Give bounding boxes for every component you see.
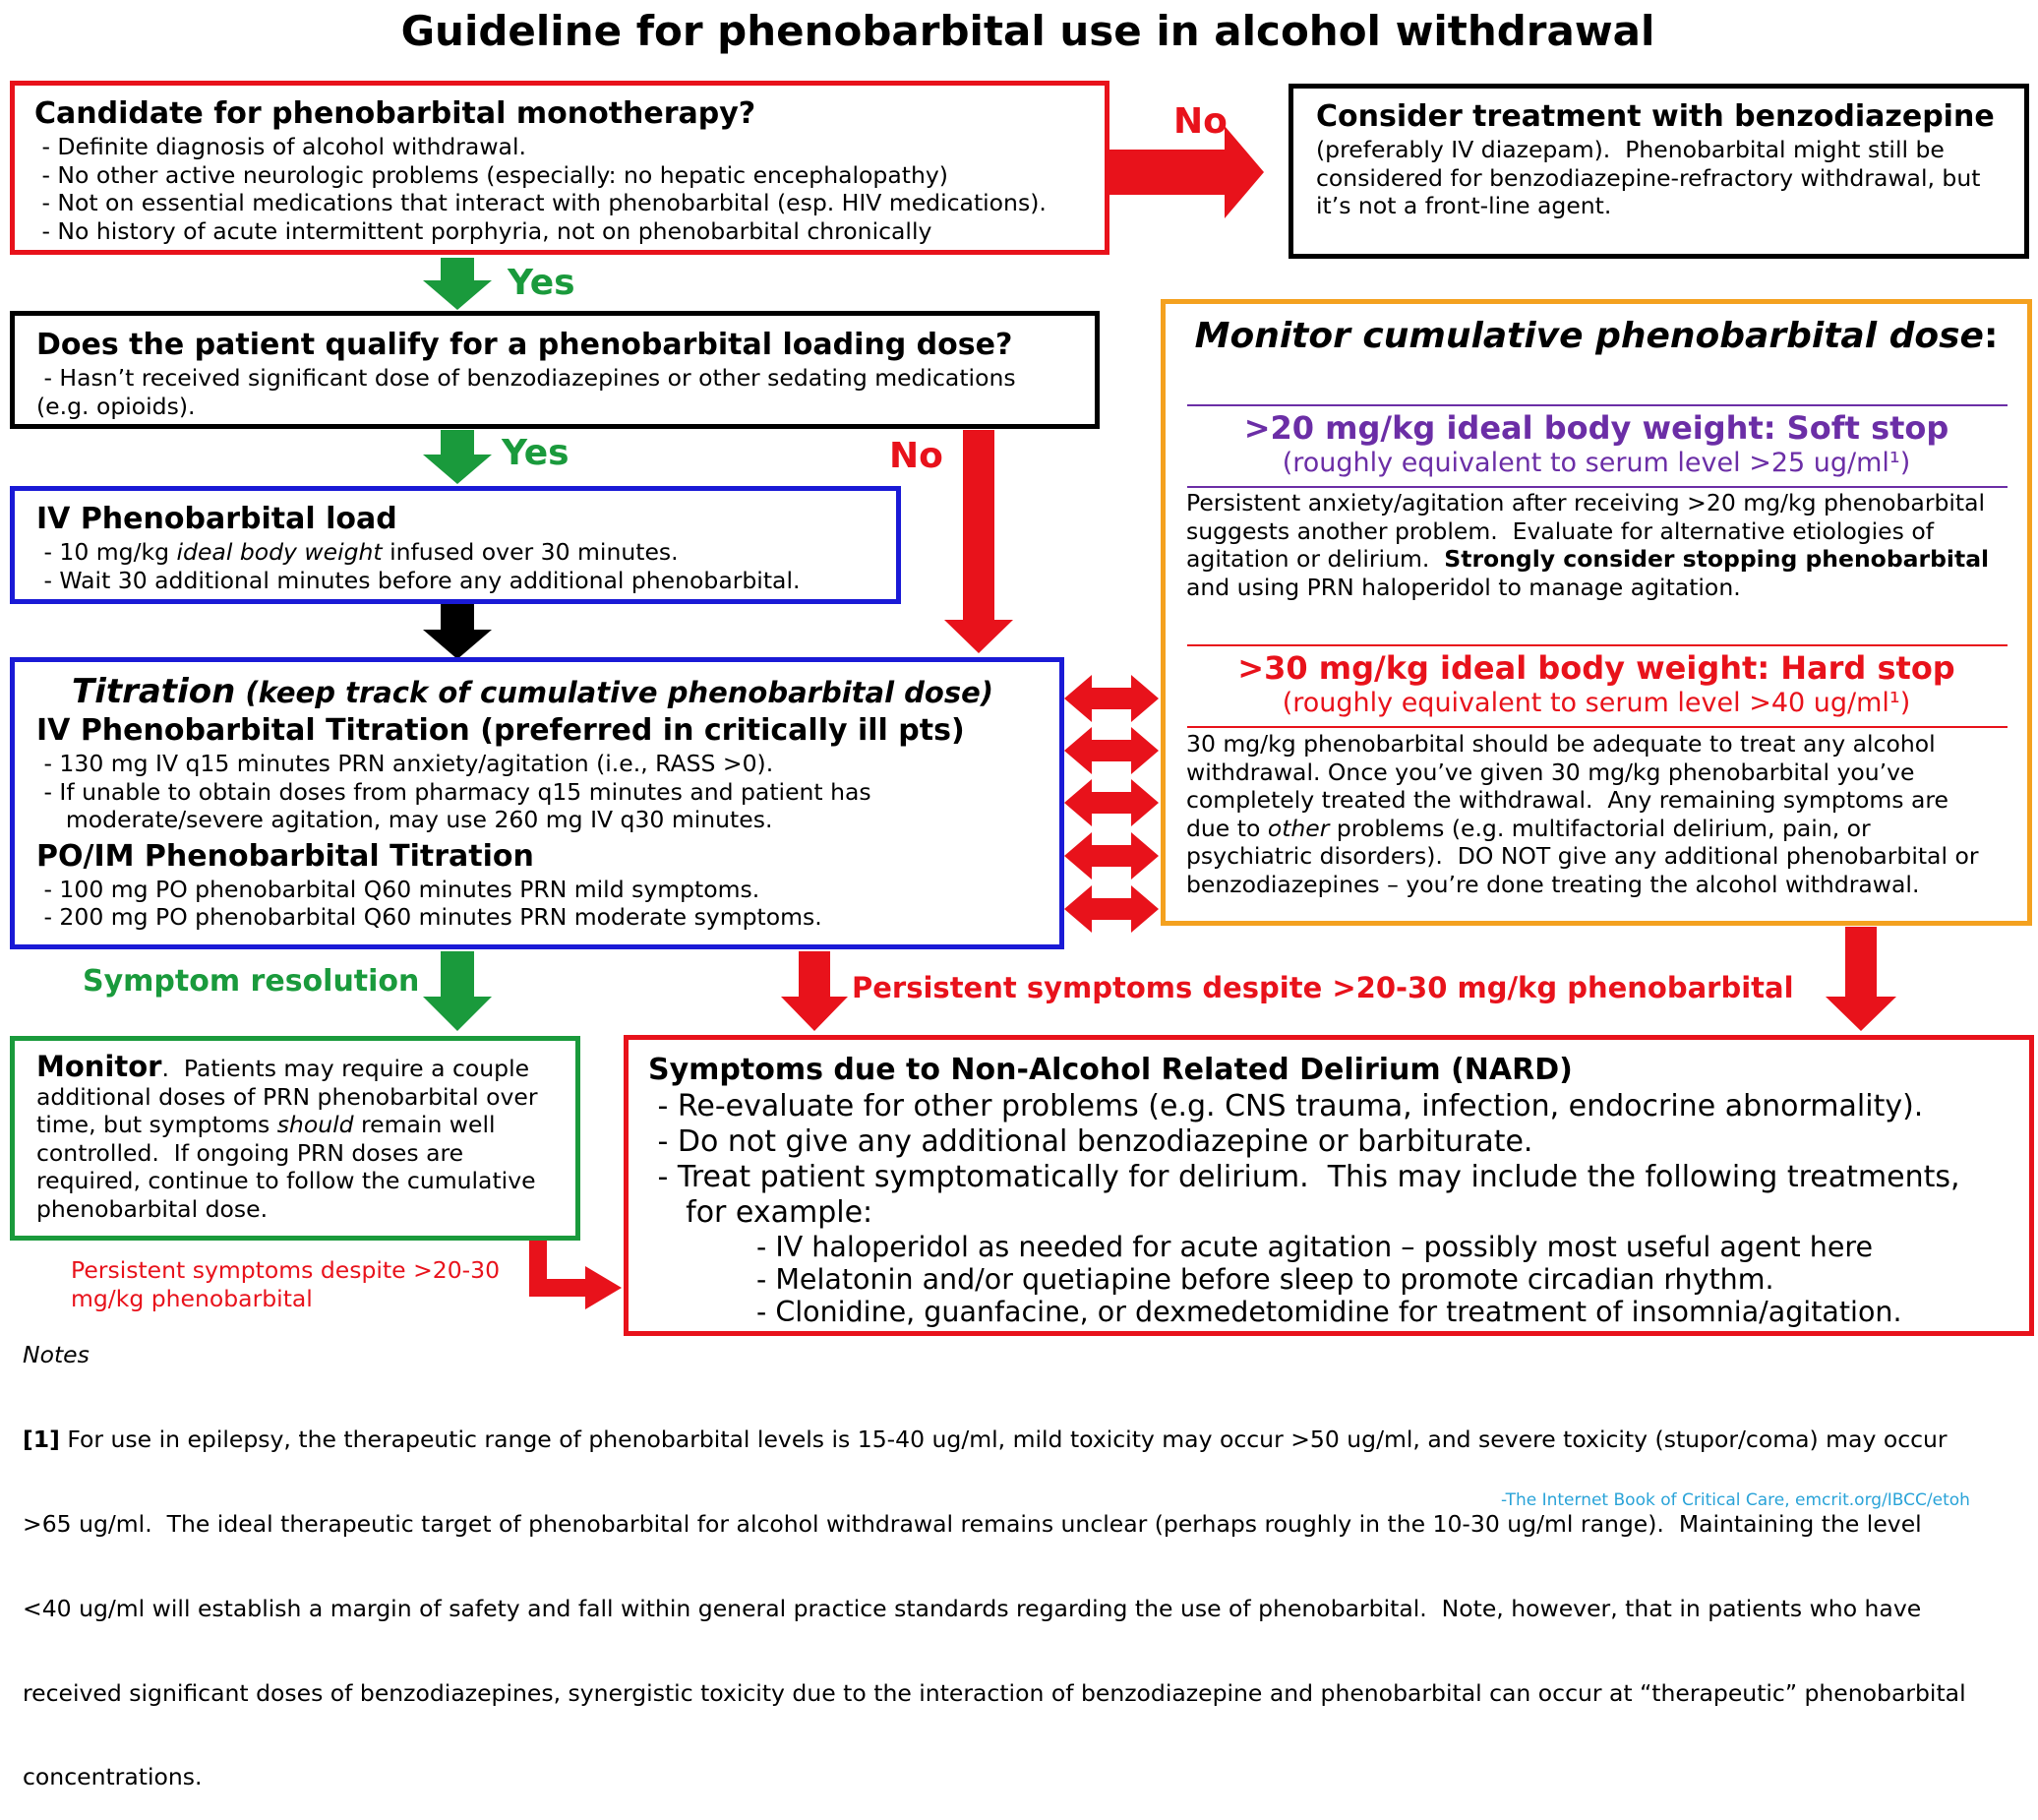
nard-line: - Treat patient symptomatically for delirium. This may include the following treatments, bbox=[648, 1160, 1960, 1194]
benzo-line: (preferably IV diazepam). Phenobarbital might still be bbox=[1316, 136, 1945, 163]
monitor-line: additional doses of PRN phenobarbital over bbox=[36, 1082, 538, 1111]
monitor-box bbox=[10, 1036, 580, 1241]
load-line: - 10 mg/kg ideal body weight infused over 30 minutes. bbox=[36, 538, 679, 566]
hard-stop-divider-2 bbox=[1187, 726, 2008, 728]
nard-box bbox=[624, 1035, 2034, 1336]
arrow-monitor-to-nard bbox=[529, 1240, 622, 1309]
nard-sub-line: - IV haloperidol as needed for acute agitation – possibly most useful agent here bbox=[756, 1231, 1874, 1263]
label-persistent-main: Persistent symptoms despite >20-30 mg/kg phenobarbital bbox=[852, 971, 1794, 1004]
nard-line: - Re-evaluate for other problems (e.g. CNS trauma, infection, endocrine abnormality). bbox=[648, 1089, 1924, 1123]
loading-line: (e.g. opioids). bbox=[36, 392, 196, 420]
monitor-line: required, continue to follow the cumulative bbox=[36, 1167, 536, 1194]
arrow-titration-to-nard bbox=[781, 951, 848, 1031]
iv-titration-line: moderate/severe agitation, may use 260 mg IV q30 minutes. bbox=[36, 806, 773, 833]
loading-heading: Does the patient qualify for a phenobarbital loading dose? bbox=[36, 328, 1013, 362]
candidate-item: - No history of acute intermittent porphyria, not on phenobarbital chronically bbox=[34, 216, 932, 245]
soft-stop-divider bbox=[1187, 404, 2008, 406]
hard-stop-subtitle: (roughly equivalent to serum level >40 ug/ml¹) bbox=[1282, 688, 1911, 718]
arrow-yes-to-loading bbox=[423, 258, 492, 310]
notes-text: [1] For use in epilepsy, the therapeutic range of phenobarbital levels is 15-40 ug/ml, mild toxicity may occur >50 ug/ml, and severe toxicity (stupor/coma) may occur >65 ug/ml. The ideal therapeutic target of phenobarbital for alcohol withdrawal remains unclear (perhaps roughly in the 10-30 ug/ml range). Maintaining the level <40 ug/ml will establish a margin of safety and fall within general practice standards regarding the use of phenobarbital. Note, however, that in patients who have received significant doses of benzodiazepines, synergistic toxicity due to the interaction of benzodiazepine and phenobarbital can occur at “therapeutic” phenobarbital concentrations. bbox=[23, 1426, 1966, 1791]
label-persistent-small: Persistent symptoms despite >20-30 mg/kg phenobarbital bbox=[71, 1256, 501, 1312]
soft-stop-subtitle: (roughly equivalent to serum level >25 ug/ml¹) bbox=[1282, 448, 1911, 478]
label-yes-1: Yes bbox=[508, 263, 575, 303]
iv-titration-line: - 130 mg IV q15 minutes PRN anxiety/agitation (i.e., RASS >0). bbox=[36, 750, 774, 777]
arrow-load-to-titration bbox=[423, 604, 492, 659]
hard-stop-title: >30 mg/kg ideal body weight: Hard stop bbox=[1237, 649, 1955, 687]
po-titration-line: - 100 mg PO phenobarbital Q60 minutes PRN mild symptoms. bbox=[36, 875, 760, 903]
monitor-dose-box bbox=[1161, 299, 2032, 926]
po-titration-line: - 200 mg PO phenobarbital Q60 minutes PRN moderate symptoms. bbox=[36, 903, 822, 931]
hard-stop-text: 30 mg/kg phenobarbital should be adequate to treat any alcohol withdrawal. Once you’ve given 30 mg/kg phenobarbital you’ve completely treated the withdrawal. Any remaining symptoms are due to other problems (e.g. multifactorial delirium, pain, or psychiatric disorders). DO NOT give any additional phenobarbital or benzodiazepines – you’re done treating the alcohol withdrawal. bbox=[1186, 730, 1979, 898]
titration-heading: Titration (keep track of cumulative phenobarbital dose) bbox=[72, 672, 994, 711]
monitor-line: controlled. If ongoing PRN doses are bbox=[36, 1138, 464, 1167]
hard-stop-divider bbox=[1187, 644, 2008, 646]
nard-sub-line: - Clonidine, guanfacine, or dexmedetomidine for treatment of insomnia/agitation. bbox=[756, 1296, 1902, 1328]
double-arrows bbox=[1064, 675, 1159, 933]
candidate-item: - Definite diagnosis of alcohol withdrawal. bbox=[34, 133, 526, 160]
arrow-dosebox-to-nard bbox=[1826, 927, 1896, 1031]
loading-dose-box bbox=[10, 311, 1100, 429]
candidate-item: - No other active neurologic problems (especially: no hepatic encephalopathy) bbox=[34, 160, 948, 189]
load-line: - Wait 30 additional minutes before any additional phenobarbital. bbox=[36, 566, 801, 594]
notes-label: Notes bbox=[23, 1341, 90, 1368]
benzodiazepine-box bbox=[1289, 84, 2029, 259]
candidate-heading: Candidate for phenobarbital monotherapy? bbox=[34, 96, 756, 131]
arrow-no-to-titration bbox=[944, 430, 1013, 653]
monitor-line: time, but symptoms should remain well bbox=[36, 1111, 496, 1138]
arrow-yes-to-load bbox=[423, 430, 492, 484]
benzo-line: considered for benzodiazepine-refractory withdrawal, but bbox=[1316, 163, 1981, 192]
benzo-line: it’s not a front-line agent. bbox=[1316, 192, 1612, 219]
nard-line: - Do not give any additional benzodiazepine or barbiturate. bbox=[648, 1124, 1533, 1159]
load-heading: IV Phenobarbital load bbox=[36, 502, 397, 536]
credit-link[interactable]: -The Internet Book of Critical Care, emcrit.org/IBCC/etoh bbox=[1501, 1490, 1970, 1510]
iv-load-box bbox=[10, 486, 901, 604]
titration-box bbox=[10, 657, 1064, 949]
page-title: Guideline for phenobarbital use in alcohol withdrawal bbox=[400, 7, 1655, 55]
label-no-mid: No bbox=[889, 436, 943, 476]
iv-titration-line: - If unable to obtain doses from pharmacy q15 minutes and patient has bbox=[36, 777, 871, 806]
arrow-symptom-resolution bbox=[423, 951, 492, 1031]
nard-line: for example: bbox=[648, 1195, 873, 1230]
candidate-box bbox=[10, 81, 1109, 255]
candidate-item: - Not on essential medications that interact with phenobarbital (esp. HIV medications). bbox=[34, 189, 1047, 216]
soft-stop-text: Persistent anxiety/agitation after receiving >20 mg/kg phenobarbital suggests another problem. Evaluate for alternative etiologies of agitation or delirium. Strongly consider stopping phenobarbital and using PRN haloperidol to manage agitation. bbox=[1186, 489, 1990, 601]
po-titration-heading: PO/IM Phenobarbital Titration bbox=[36, 838, 534, 874]
loading-line: - Hasn’t received significant dose of benzodiazepines or other sedating medications bbox=[36, 364, 1016, 392]
label-yes-2: Yes bbox=[502, 433, 569, 473]
soft-stop-divider-2 bbox=[1187, 486, 2008, 488]
soft-stop-title: >20 mg/kg ideal body weight: Soft stop bbox=[1243, 409, 1949, 447]
monitor-line: phenobarbital dose. bbox=[36, 1194, 269, 1223]
label-symptom-resolution: Symptom resolution bbox=[83, 964, 420, 999]
monitor-line: Monitor. Patients may require a couple bbox=[36, 1050, 530, 1083]
iv-titration-heading: IV Phenobarbital Titration (preferred in critically ill pts) bbox=[36, 713, 965, 748]
nard-sub-line: - Melatonin and/or quetiapine before sleep to promote circadian rhythm. bbox=[756, 1263, 1774, 1296]
monitor-dose-heading: Monitor cumulative phenobarbital dose: bbox=[1194, 316, 1999, 356]
nard-heading: Symptoms due to Non-Alcohol Related Delirium (NARD) bbox=[648, 1053, 1573, 1087]
benzo-heading: Consider treatment with benzodiazepine bbox=[1316, 99, 1995, 134]
label-no-top: No bbox=[1173, 101, 1228, 142]
